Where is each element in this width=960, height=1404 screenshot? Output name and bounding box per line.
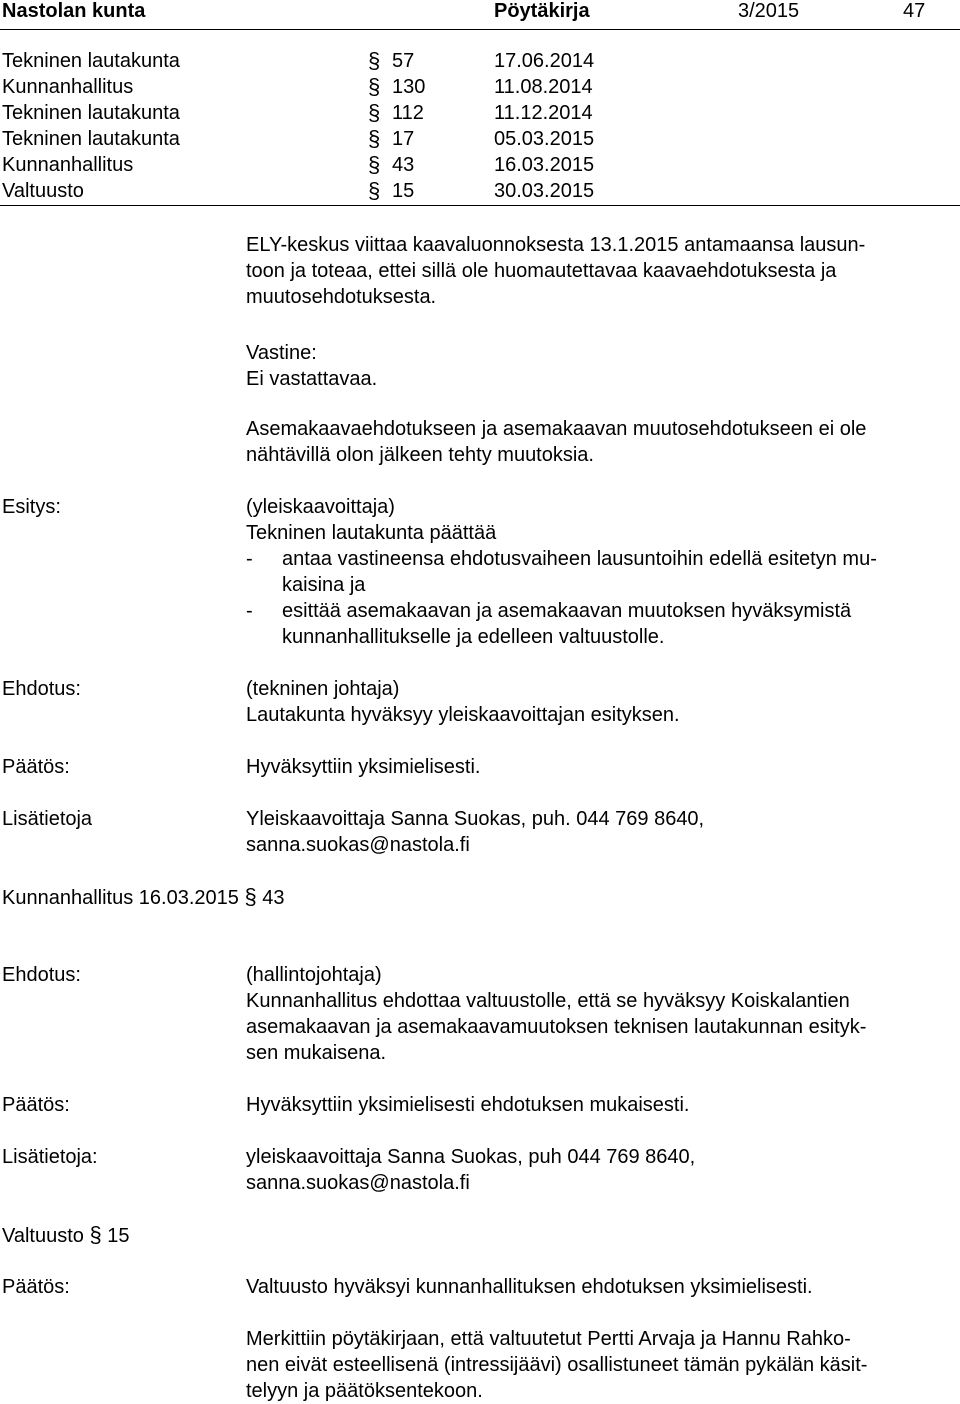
page-number: 47 bbox=[903, 0, 926, 22]
history-date: 05.03.2015 bbox=[494, 128, 595, 150]
kh-paatos-label: Päätös: bbox=[2, 1094, 70, 1116]
disqualification-note bbox=[246, 1326, 950, 1404]
text-line: ELY-keskus viittaa kaavaluonnoksesta 13.1.2015 antamaansa lausun- bbox=[246, 234, 866, 256]
history-body: Tekninen lautakunta bbox=[2, 102, 180, 124]
history-date: 30.03.2015 bbox=[494, 180, 595, 202]
kh-ehdotus-author: (hallintojohtaja) bbox=[246, 964, 382, 986]
valtuusto-heading-body: Valtuusto bbox=[2, 1225, 84, 1247]
text-line: esittää asemakaavan ja asemakaavan muutoksen hyväksymistä bbox=[282, 600, 852, 622]
text-line: nen eivät esteellisenä (intressijäävi) osallistuneet tämän pykälän käsit- bbox=[246, 1354, 868, 1376]
response-text: Ei vastattavaa. bbox=[246, 368, 378, 390]
history-date: 11.12.2014 bbox=[494, 102, 593, 124]
ehdotus-author: (tekninen johtaja) bbox=[246, 678, 400, 700]
header-divider bbox=[0, 29, 960, 30]
kh-info-block bbox=[246, 1144, 950, 1196]
change-note bbox=[246, 416, 950, 468]
history-divider bbox=[0, 205, 960, 206]
esitys-block bbox=[246, 494, 950, 546]
section-icon: § bbox=[368, 152, 381, 177]
text-line: kunnanhallitukselle ja edelleen valtuustolle. bbox=[282, 626, 665, 648]
bullet-dash: - bbox=[246, 600, 253, 622]
contact-line: yleiskaavoittaja Sanna Suokas, puh 044 769 8640, bbox=[246, 1146, 696, 1168]
history-section: 15 bbox=[392, 180, 415, 202]
text-line: Kunnanhallitus ehdottaa valtuustolle, että se hyväksyy Koiskalantien bbox=[246, 990, 850, 1012]
ehdotus-block bbox=[246, 676, 950, 728]
text-line: muutosehdotuksesta. bbox=[246, 286, 437, 308]
section-icon: § bbox=[368, 74, 381, 99]
ely-paragraph bbox=[246, 232, 950, 310]
esitys-author: (yleiskaavoittaja) bbox=[246, 496, 395, 518]
contact-email: sanna.suokas@nastola.fi bbox=[246, 1172, 470, 1194]
kh-info-label: Lisätietoja: bbox=[2, 1146, 98, 1168]
text-line: sen mukaisena. bbox=[246, 1042, 387, 1064]
list-item bbox=[246, 546, 950, 598]
ehdotus-text: Lautakunta hyväksyy yleiskaavoittajan esityksen. bbox=[246, 704, 680, 726]
history-body: Tekninen lautakunta bbox=[2, 50, 180, 72]
document-type: Pöytäkirja bbox=[494, 0, 590, 22]
history-body: Tekninen lautakunta bbox=[2, 128, 180, 150]
text-line: telyyn ja päätöksentekoon. bbox=[246, 1380, 483, 1402]
text-line: Merkittiin pöytäkirjaan, että valtuutetut Pertti Arvaja ja Hannu Rahko- bbox=[246, 1328, 851, 1350]
valtuusto-heading-section: 15 bbox=[107, 1225, 130, 1247]
history-date: 11.08.2014 bbox=[494, 76, 593, 98]
history-section: 130 bbox=[392, 76, 426, 98]
paatos-label: Päätös: bbox=[2, 756, 70, 778]
contact-email: sanna.suokas@nastola.fi bbox=[246, 834, 470, 856]
esitys-label: Esitys: bbox=[2, 496, 61, 518]
valtuusto-paatos-label: Päätös: bbox=[2, 1276, 70, 1298]
bullet-dash: - bbox=[246, 548, 253, 570]
valtuusto-heading bbox=[2, 1222, 130, 1249]
section-icon: § bbox=[368, 48, 381, 73]
history-date: 17.06.2014 bbox=[494, 50, 595, 72]
info-block bbox=[246, 806, 950, 858]
contact-line: Yleiskaavoittaja Sanna Suokas, puh. 044 769 8640, bbox=[246, 808, 705, 830]
esitys-lead: Tekninen lautakunta päättää bbox=[246, 522, 497, 544]
history-body: Valtuusto bbox=[2, 180, 84, 202]
section-icon: § bbox=[368, 126, 381, 151]
organization-name: Nastolan kunta bbox=[2, 0, 146, 22]
text-line: Asemakaavaehdotukseen ja asemakaavan muutosehdotukseen ei ole bbox=[246, 418, 867, 440]
section-icon: § bbox=[368, 100, 381, 125]
text-line: antaa vastineensa ehdotusvaiheen lausuntoihin edellä esitetyn mu- bbox=[282, 548, 877, 570]
response-label: Vastine: bbox=[246, 342, 317, 364]
text-line: nähtävillä olon jälkeen tehty muutoksia. bbox=[246, 444, 594, 466]
section-icon: § bbox=[89, 1222, 102, 1247]
history-section: 57 bbox=[392, 50, 415, 72]
response-block bbox=[246, 340, 950, 392]
section-icon: § bbox=[244, 884, 257, 909]
kh-ehdotus-block bbox=[246, 962, 950, 1066]
section-icon: § bbox=[368, 178, 381, 203]
history-section: 17 bbox=[392, 128, 415, 150]
valtuusto-paatos-text: Valtuusto hyväksyi kunnanhallituksen ehdotuksen yksimielisesti. bbox=[246, 1276, 813, 1298]
info-label: Lisätietoja bbox=[2, 808, 93, 830]
ehdotus-label: Ehdotus: bbox=[2, 678, 81, 700]
text-line: toon ja toteaa, ettei sillä ole huomautettavaa kaavaehdotuksesta ja bbox=[246, 260, 837, 282]
kh-heading-section: 43 bbox=[262, 887, 285, 909]
list-item bbox=[246, 598, 950, 650]
issue-number: 3/2015 bbox=[738, 0, 800, 22]
paatos-text: Hyväksyttiin yksimielisesti. bbox=[246, 756, 481, 778]
kh-paatos-text: Hyväksyttiin yksimielisesti ehdotuksen mukaisesti. bbox=[246, 1094, 690, 1116]
kh-heading-body: Kunnanhallitus 16.03.2015 bbox=[2, 887, 239, 909]
kh-heading bbox=[2, 884, 285, 911]
text-line: kaisina ja bbox=[282, 574, 366, 596]
history-date: 16.03.2015 bbox=[494, 154, 595, 176]
kh-ehdotus-label: Ehdotus: bbox=[2, 964, 81, 986]
history-body: Kunnanhallitus bbox=[2, 76, 134, 98]
text-line: asemakaavan ja asemakaavamuutoksen teknisen lautakunnan esityk- bbox=[246, 1016, 867, 1038]
history-section: 43 bbox=[392, 154, 415, 176]
history-section: 112 bbox=[392, 102, 424, 124]
history-body: Kunnanhallitus bbox=[2, 154, 134, 176]
